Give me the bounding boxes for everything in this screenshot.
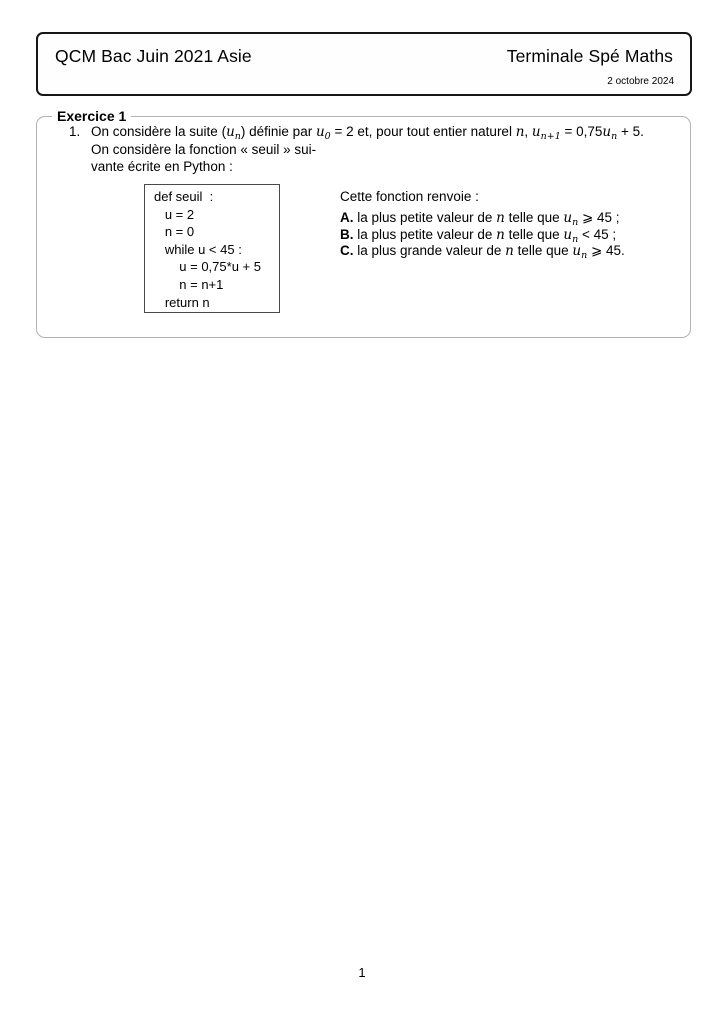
- question-statement: [91, 123, 644, 176]
- question-item: [69, 123, 644, 176]
- page-number: 1: [358, 965, 366, 980]
- code-line-7: return n: [154, 294, 210, 310]
- option-a: [340, 210, 625, 229]
- code-line-3: n = 0: [154, 224, 195, 240]
- page-footer: [0, 965, 724, 980]
- header-box: [36, 32, 692, 96]
- option-c-text: la plus grande valeur de n telle que $u_n$ ⩾ 45.: [357, 243, 625, 262]
- option-c-label: C.: [340, 243, 354, 259]
- option-c: [340, 243, 625, 262]
- option-a-text: la plus petite valeur de n telle que $u_n$ ⩾ 45 ;: [357, 210, 620, 229]
- question-intro: Cette fonction renvoie :: [340, 189, 479, 204]
- option-b-text: la plus petite valeur de n telle que $u_n < 45$ ;: [357, 226, 617, 245]
- option-b-label: B.: [340, 226, 354, 242]
- document-date: 2 octobre 2024: [607, 76, 674, 87]
- statement-line-3: vante écrite en Python :: [91, 159, 233, 175]
- code-line-1: def seuil :: [154, 189, 214, 204]
- statement-line-2: On considère la fonction « seuil » sui-: [91, 142, 317, 158]
- answers-column: [340, 189, 625, 260]
- code-line-4: while u < 45 :: [154, 241, 242, 257]
- document-title: QCM Bac Juin 2021 Asie: [55, 46, 252, 66]
- python-code-box: [144, 184, 280, 313]
- item-number: 1.: [69, 124, 81, 139]
- code-line-6: n = n+1: [154, 276, 224, 292]
- code-line-5: u = 0,75*u + 5: [154, 259, 261, 275]
- option-a-label: A.: [340, 210, 354, 226]
- header-title-row: [38, 34, 690, 67]
- statement-line-1: On considère la suite $(u_n)$ définie par $u_0 = 2$ et, pour tout entier naturel n, $u_{n+1} = 0,75u_n + 5$.: [91, 124, 644, 142]
- exercise-title: Exercice 1: [52, 107, 131, 126]
- code-line-2: u = 2: [154, 206, 195, 222]
- exercise-box: [36, 108, 691, 338]
- course-title: Terminale Spé Maths: [506, 46, 673, 66]
- option-b: [340, 227, 625, 243]
